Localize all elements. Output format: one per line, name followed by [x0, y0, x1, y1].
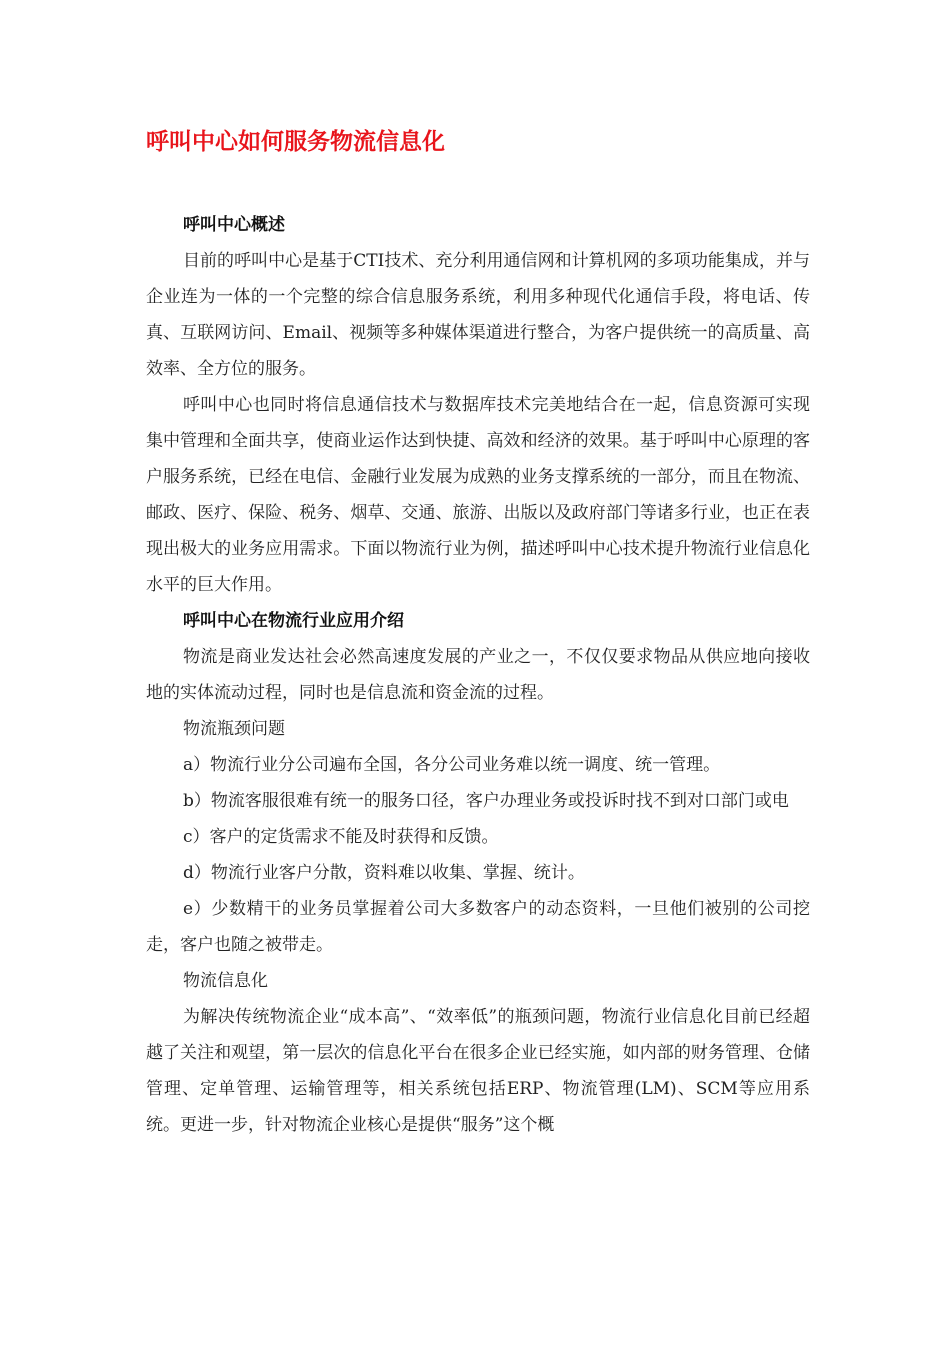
application-paragraph-1: 物流是商业发达社会必然高速度发展的产业之一，不仅仅要求物品从供应地向接收地的实体流动过程，同时也是信息流和资金流的过程。: [146, 647, 810, 703]
list-item: e）少数精干的业务员掌握着公司大多数客户的动态资料，一旦他们被别的公司挖走，客户也随之被带走。: [146, 899, 810, 955]
overview-paragraph-2: 呼叫中心也同时将信息通信技术与数据库技术完美地结合在一起，信息资源可实现集中管理和全面共享，使商业运作达到快捷、高效和经济的效果。基于呼叫中心原理的客户服务系统，已经在电信、金融行业发展为成熟的业务支撑系统的一部分，而且在物流、邮政、医疗、保险、税务、烟草、交通、旅游、出版以及政府部门等诸多行业，也正在表现出极大的业务应用需求。下面以物流行业为例，描述呼叫中心技术提升物流行业信息化水平的巨大作用。: [146, 395, 810, 595]
bottleneck-subtitle: 物流瓶颈问题: [183, 719, 285, 739]
page-title: 呼叫中心如何服务物流信息化: [146, 129, 445, 155]
document-body: [146, 207, 810, 1143]
section-heading-application: 呼叫中心在物流行业应用介绍: [183, 611, 404, 631]
overview-paragraph-1: 目前的呼叫中心是基于CTI技术、充分利用通信网和计算机网的多项功能集成，并与企业连为一体的一个完整的综合信息服务系统，利用多种现代化通信手段，将电话、传真、互联网访问、Email、视频等多种媒体渠道进行整合，为客户提供统一的高质量、高效率、全方位的服务。: [146, 251, 810, 379]
list-item: a）物流行业分公司遍布全国，各分公司业务难以统一调度、统一管理。: [183, 755, 721, 775]
application-paragraph-2: 为解决传统物流企业“成本高”、“效率低”的瓶颈问题，物流行业信息化目前已经超越了关注和观望，第一层次的信息化平台在很多企业已经实施，如内部的财务管理、仓储管理、定单管理、运输管理等，相关系统包括ERP、物流管理(LM)、SCM等应用系统。更进一步，针对物流企业核心是提供“服务”这个概: [146, 1007, 810, 1135]
informatization-subtitle: 物流信息化: [183, 971, 268, 991]
list-item: c）客户的定货需求不能及时获得和反馈。: [183, 827, 499, 847]
section-heading-overview: 呼叫中心概述: [183, 215, 285, 235]
list-item: d）物流行业客户分散，资料难以收集、掌握、统计。: [183, 863, 585, 883]
list-item: b）物流客服很难有统一的服务口径，客户办理业务或投诉时找不到对口部门或电: [183, 791, 789, 811]
